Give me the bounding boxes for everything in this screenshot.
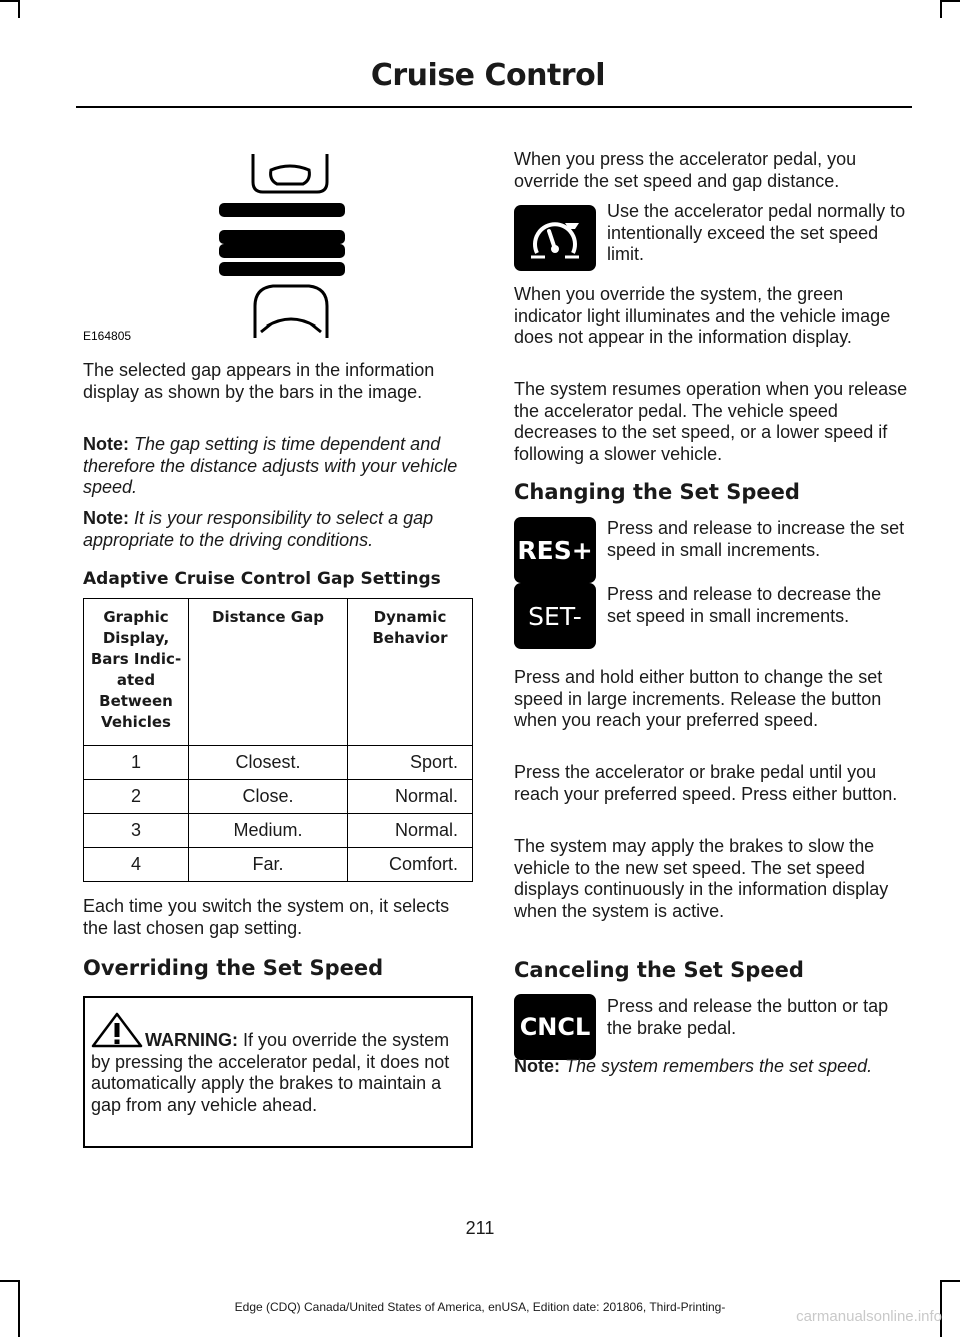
after-table-paragraph: Each time you switch the system on, it selects the last chosen gap setting. (83, 896, 450, 938)
crop-mark (0, 0, 18, 2)
cell-bars: 2 (84, 780, 189, 814)
column-header: Graphic Display, Bars Indic- ated Between Vehicles (84, 599, 189, 746)
warning-label: WARNING: (145, 1030, 238, 1050)
crop-mark (940, 0, 942, 18)
resume-paragraph: The system resumes operation when you release the accelerator pedal. The vehicle speed decreases to the set speed, or a lower speed if following a slower vehicle. (514, 379, 908, 464)
note-label: Note: (83, 508, 129, 528)
res-text: Press and release to increase the set speed in small increments. (607, 518, 905, 560)
set-text: Press and release to decrease the set speed in small increments. (607, 584, 882, 626)
page-title: Cruise Control (370, 58, 605, 93)
note-text: The gap setting is time dependent and therefore the distance adjusts with your vehicle speed. (83, 434, 458, 497)
cell-bars: 3 (84, 814, 189, 848)
crop-mark (942, 1280, 960, 1282)
table-row (84, 746, 473, 780)
page-number: 211 (465, 1218, 495, 1238)
gap-bars-figure (83, 148, 363, 343)
gap-bar (219, 244, 345, 258)
cell-distance: Close. (189, 780, 348, 814)
cell-distance: Medium. (189, 814, 348, 848)
section-heading-overriding: Overriding the Set Speed (83, 956, 384, 980)
cell-behavior: Normal. (348, 814, 473, 848)
cell-distance: Far. (189, 848, 348, 882)
section-heading-changing: Changing the Set Speed (514, 480, 800, 504)
gap-bar (219, 262, 345, 276)
speed-gauge-icon (525, 213, 585, 263)
note-label: Note: (514, 1056, 560, 1076)
section-heading-canceling: Canceling the Set Speed (514, 958, 804, 982)
table-row (84, 848, 473, 882)
hold-paragraph: Press and hold either button to change the set speed in large increments. Release the button when you reach your preferred speed. (514, 667, 883, 730)
cell-distance: Closest. (189, 746, 348, 780)
crop-mark (942, 0, 960, 2)
cell-bars: 4 (84, 848, 189, 882)
cncl-button-icon: CNCL (514, 994, 596, 1060)
header-divider (76, 106, 912, 108)
column-header: Dynamic Behavior (348, 599, 473, 746)
figure-id: E164805 (83, 329, 132, 343)
crop-mark (0, 1280, 18, 1282)
override-result-paragraph: When you override the system, the green indicator light illuminates and the vehicle image does not appear in the information display. (514, 284, 891, 347)
table-header-row (84, 599, 473, 746)
set-minus-button-icon: SET- (514, 583, 596, 649)
brakes-paragraph: The system may apply the brakes to slow the vehicle to the new set speed. The set speed displays continuously in the information display when the system is active. (514, 836, 889, 921)
note-responsibility (83, 508, 475, 551)
crop-mark (18, 0, 20, 18)
cell-behavior: Sport. (348, 746, 473, 780)
warning-body: If you override the system by pressing the accelerator pedal, it does not automatically apply the brakes to maintain a gap from any vehicle ahead. (91, 1030, 450, 1115)
note-text: The system remembers the set speed. (560, 1056, 873, 1076)
column-header: Distance Gap (189, 599, 348, 746)
note-remembers (514, 1056, 909, 1078)
accelerator-indicator (514, 205, 596, 271)
note-label: Note: (83, 434, 129, 454)
lead-car-icon (253, 154, 327, 192)
cell-bars: 1 (84, 746, 189, 780)
gap-bar (219, 230, 345, 244)
override-paragraph: When you press the accelerator pedal, you override the set speed and gap distance. (514, 149, 857, 191)
table-row (84, 814, 473, 848)
gap-bar (219, 203, 345, 217)
accelerator-text: Use the accelerator pedal normally to intentionally exceed the set speed limit. (607, 201, 906, 264)
warning-box (83, 996, 473, 1148)
own-car-icon (255, 286, 327, 338)
watermark: carmanualsonline.info (796, 1308, 942, 1325)
warning-text (91, 1030, 463, 1116)
cncl-text: Press and release the button or tap the brake pedal. (607, 996, 889, 1038)
cell-behavior: Comfort. (348, 848, 473, 882)
gap-settings-table (83, 598, 473, 882)
pedal-paragraph: Press the accelerator or brake pedal until you reach your preferred speed. Press either button. (514, 762, 898, 804)
table-row (84, 780, 473, 814)
res-plus-button-icon: RES+ (514, 517, 596, 583)
note-text: It is your responsibility to select a gap appropriate to the driving conditions. (83, 508, 434, 550)
cell-behavior: Normal. (348, 780, 473, 814)
table-title: Adaptive Cruise Control Gap Settings (83, 569, 441, 589)
edition-info: Edge (CDQ) Canada/United States of America, enUSA, Edition date: 201806, Third-Printing- (234, 1300, 726, 1314)
intro-paragraph: The selected gap appears in the information display as shown by the bars in the image. (83, 360, 435, 402)
note-gap-time (83, 434, 475, 499)
